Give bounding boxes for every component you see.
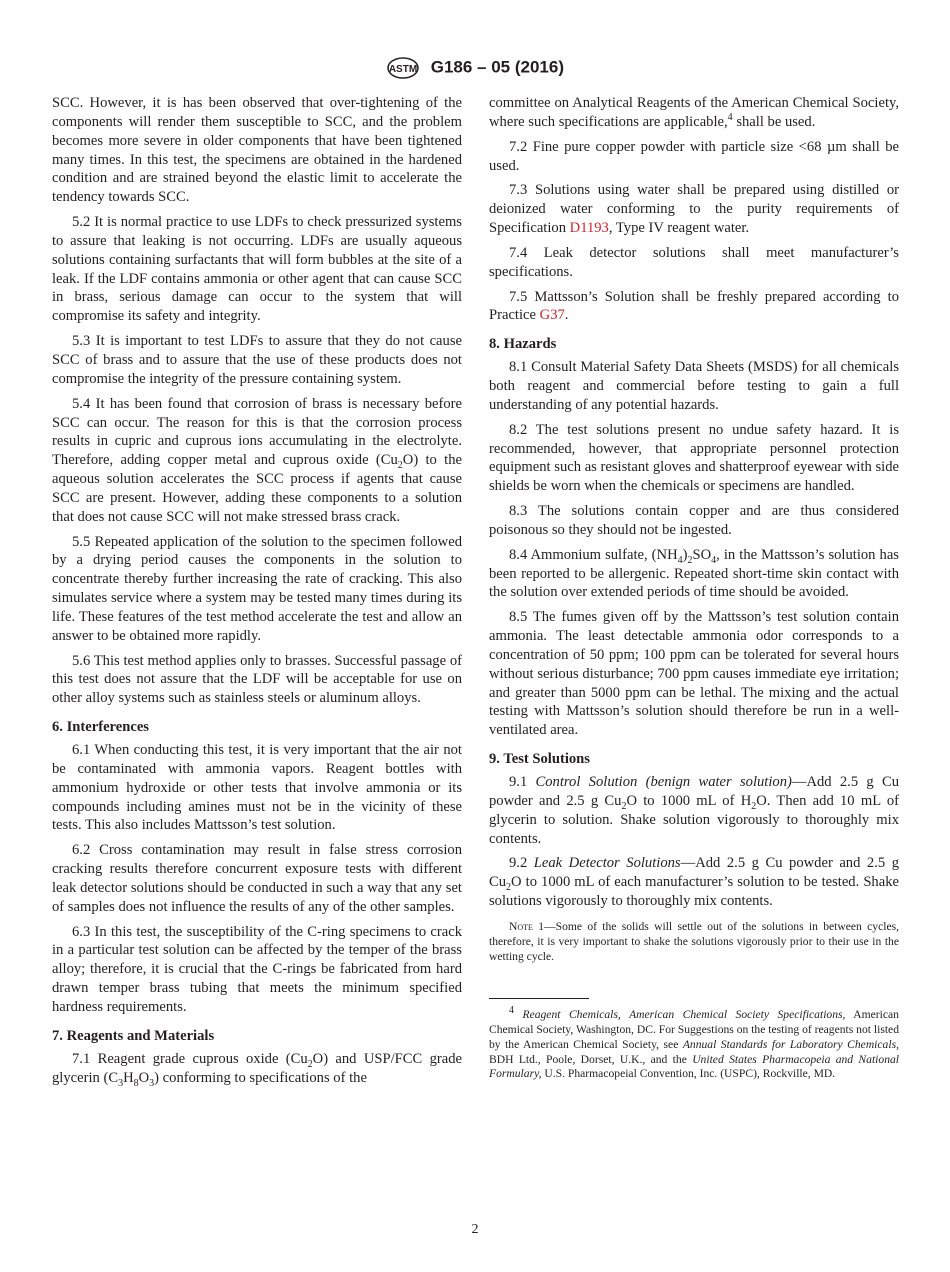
text-run: , American Chemical Society, Washington, DC. For Suggestions on the testing of reagents not listed by the American Chemical Society, see [489, 1008, 899, 1051]
text-run: 3 [149, 1077, 155, 1089]
paragraph [489, 181, 899, 238]
text-run: 9. Test Solutions [489, 751, 590, 768]
right-column [489, 94, 899, 1088]
text-run: 5.5 Repeated application of the solution to the specimen followed by a drying period causes the components in the solution to concentrate thereby further increasing the rate of cracking. This also simulates service where a system may be tested many times during its life. These features of the test method accelerate the test and allow an answer to be obtained more rapidly. [52, 533, 462, 644]
text-run: , Type IV reagent water. [608, 220, 750, 237]
text-run: SCC. However, it is has been observed that over-tightening of the components will render them susceptible to SCC, and the problem becomes more severe in older components that have been tightened many times. In this test, the specimens are obtained in the hardened condition and are strained beyond the elastic limit to accelerate the tendency towards SCC. [52, 95, 462, 206]
text-run: 2 [751, 800, 757, 812]
reference-link[interactable]: D1193 [569, 220, 609, 237]
text-run: 2 [621, 800, 627, 812]
paragraph [52, 332, 462, 389]
text-run: 4 [677, 554, 683, 566]
text-run: U.S. Pharmacopeial Convention, Inc. (USPC), Rockville, MD. [541, 1067, 836, 1081]
text-run: —Add 2.5 g Cu powder and 2.5 g Cu [489, 774, 900, 809]
footnote-divider [489, 998, 589, 999]
svg-text:ASTM: ASTM [388, 64, 418, 75]
text-run: 2 [397, 460, 403, 472]
paragraph [489, 358, 899, 415]
text-run: 6.1 When conducting this test, it is very important that the air not be contaminated with ammonia vapors. Reagent bottles with ammonium hydroxide or other tests that involve ammonia or its compounds including amines must not be in the vicinity of these tests. This also includes Mattsson’s test solution. [52, 742, 462, 834]
text-run: Reagent Chemicals, American Chemical Society Specifications [522, 1008, 843, 1022]
document-designation: G186 – 05 (2016) [430, 57, 564, 77]
text-run: 8 [133, 1077, 139, 1089]
section-heading [52, 718, 462, 737]
text-run: O) to the aqueous solution accelerates the SCC process if agents that cause SCC are present. However, adding these components to a solution that does not cause SCC will not make stressed brass crack. [52, 452, 462, 525]
paragraph [489, 138, 899, 176]
text-run: 8.2 The test solutions present no undue safety hazard. It is recommended, however, that appropriate personnel protection equipment such as resistant gloves and shatterproof eyewear with side shields be worn when the chemicals or specimens are handled. [489, 421, 899, 495]
text-run: 7.4 Leak detector solutions shall meet manufacturer’s specifications. [489, 244, 899, 280]
text-run: 6. Interferences [52, 719, 149, 736]
text-run: 8.4 Ammonium sulfate, (NH [509, 546, 678, 563]
text-run: Leak Detector Solutions [533, 855, 681, 872]
text-run: 5.6 This test method applies only to brasses. Successful passage of this test does not assure that the LDF will be acceptable for use on other alloy systems such as stainless steels or aluminum alloys. [52, 652, 462, 707]
text-run: O to 1000 mL of H [626, 792, 752, 809]
text-run: H [123, 1069, 134, 1086]
page-number: 2 [471, 1222, 479, 1237]
text-run: shall be used. [732, 113, 816, 130]
text-run: 7.3 Solutions using water shall be prepared using distilled or deionized water conforming to the purity requirements of Specification [489, 182, 899, 237]
section-heading [489, 335, 899, 354]
text-run: 7.1 Reagent grade cuprous oxide (Cu [72, 1050, 308, 1067]
paragraph [489, 854, 899, 911]
footnote-marker: 4 [509, 1005, 514, 1017]
paragraph [52, 395, 462, 527]
paragraph [52, 94, 462, 207]
text-run: United States Pharmacopeia and National Formulary, [489, 1052, 900, 1081]
left-column [52, 94, 462, 1093]
text-run: ) conforming to specifications of the [154, 1069, 367, 1086]
text-run: 7. Reagents and Materials [52, 1027, 215, 1044]
text-run: SO [692, 546, 712, 563]
text-run: 7.2 Fine pure copper powder with particle size <68 µm shall be used. [489, 138, 899, 174]
paragraph [52, 741, 462, 835]
paragraph [489, 421, 899, 496]
text-run: O) and USP/FCC grade glycerin (C [52, 1050, 462, 1086]
page-header [0, 56, 950, 80]
astm-logo-icon [386, 56, 420, 80]
text-run: O to 1000 mL of each manufacturer’s solution to be tested. Shake solutions vigorously to thoroughly mix contents. [489, 874, 899, 910]
text-run: —Some of the solids will settle out of the solutions in between cycles, therefore, it is very important to shake the solutions vigorously prior to their use in the wetting cycle. [489, 919, 900, 963]
text-run: 9.2 [509, 855, 534, 872]
text-run: Control Solution (benign water solution) [535, 774, 792, 790]
text-run: 6.3 In this test, the susceptibility of the C-ring specimens to crack in a particular test solution can be affected by the temper of the brass alloy; therefore, it is crucial that the C-rings be fabricated from hard drawn temper brass tubing that meets the minimum specified hardness requirements. [52, 923, 462, 1015]
text-run: Annual Standards for Laboratory Chemicals, [682, 1037, 899, 1051]
paragraph [52, 841, 462, 916]
text-run: 2 [506, 882, 512, 894]
text-run: , in the Mattsson’s solution has been reported to be allergenic. Repeated short-time skin contact with the solution over extended periods of time should be avoided. [489, 546, 899, 601]
paragraph [489, 773, 899, 848]
paragraph [52, 923, 462, 1017]
note [489, 920, 899, 964]
text-run: —Add 2.5 g Cu powder and 2.5 g Cu [489, 855, 900, 891]
paragraph [489, 608, 899, 740]
text-run: committee on Analytical Reagents of the American Chemical Society, where such specifications are applicable, [489, 95, 899, 130]
text-run: 5.3 It is important to test LDFs to assure that they do not cause SCC of brass and to assure that the use of these products does not compromise the integrity of the pressure containing system. [52, 333, 462, 387]
reference-link[interactable]: G37 [539, 307, 565, 324]
text-run: 6.2 Cross contamination may result in false stress corrosion cracking results therefore concurrent exposure tests with different leak detector solutions should be conducted in such a way that any set of samples does not influence the results of any of the other samples. [52, 842, 462, 915]
paragraph [489, 288, 899, 326]
text-run: BDH Ltd., Poole, Dorset, U.K., and the [489, 1052, 693, 1066]
text-run: 4 [711, 554, 717, 566]
text-run: ) [682, 546, 688, 563]
text-run: 2 [687, 554, 693, 566]
paragraph [489, 244, 899, 282]
section-heading [489, 750, 899, 769]
text-run: 3 [118, 1077, 124, 1089]
paragraph [52, 1050, 462, 1088]
text-run: 7.5 Mattsson’s Solution shall be freshly prepared according to Practice [489, 288, 899, 324]
paragraph [489, 502, 899, 540]
text-run: 8.1 Consult Material Safety Data Sheets (MSDS) for all chemicals both reagent and commercial before testing to gain a full understanding of any potential hazards. [489, 359, 899, 413]
paragraph [52, 533, 462, 646]
text-run: O [138, 1069, 150, 1086]
section-heading [52, 1027, 462, 1046]
paragraph [489, 546, 899, 603]
text-run: 8. Hazards [489, 336, 557, 353]
paragraph [52, 652, 462, 709]
footnote-marker: 4 [727, 111, 733, 123]
text-run: Note 1 [509, 919, 545, 933]
text-run: . [564, 307, 569, 324]
text-run: 5.2 It is normal practice to use LDFs to check pressurized systems to assure that leaking is not occurring. LDFs are usually aqueous solutions containing surfactants that will form bubbles at the site of a leak. If the LDF contains ammonia or other agent that can cause SCC in brass, serious damage can occur to the system that will compromise its safety and integrity. [52, 214, 462, 325]
paragraph [489, 94, 899, 132]
text-run: 2 [307, 1058, 313, 1070]
text-run: 9.1 [509, 774, 536, 790]
text-run: 8.5 The fumes given off by the Mattsson’s test solution contain ammonia. The least detectable ammonia odor corresponds to a concentration of 50 ppm; 100 ppm can be tolerated for several hours without serious disturbance; 700 ppm causes immediate eye irritation; and greater than 5000 ppm can be lethal. The mixing and the actual testing with Mattsson’s solution should therefore be run in a well-ventilated area. [489, 609, 899, 739]
text-run: 5.4 It has been found that corrosion of brass is necessary before SCC can occur. The reason for this is that the corrosion process results in cupric and cuprous ions accumulating in the electrolyte. Therefore, adding copper metal and cuprous oxide (Cu [52, 395, 462, 469]
paragraph [52, 213, 462, 326]
text-run: 8.3 The solutions contain copper and are thus considered poisonous so they should not be ingested. [489, 503, 899, 538]
text-run: O. Then add 10 mL of glycerin to solution. Shake solution vigorously to thoroughly mix contents. [489, 792, 899, 847]
footnote [489, 1005, 900, 1082]
